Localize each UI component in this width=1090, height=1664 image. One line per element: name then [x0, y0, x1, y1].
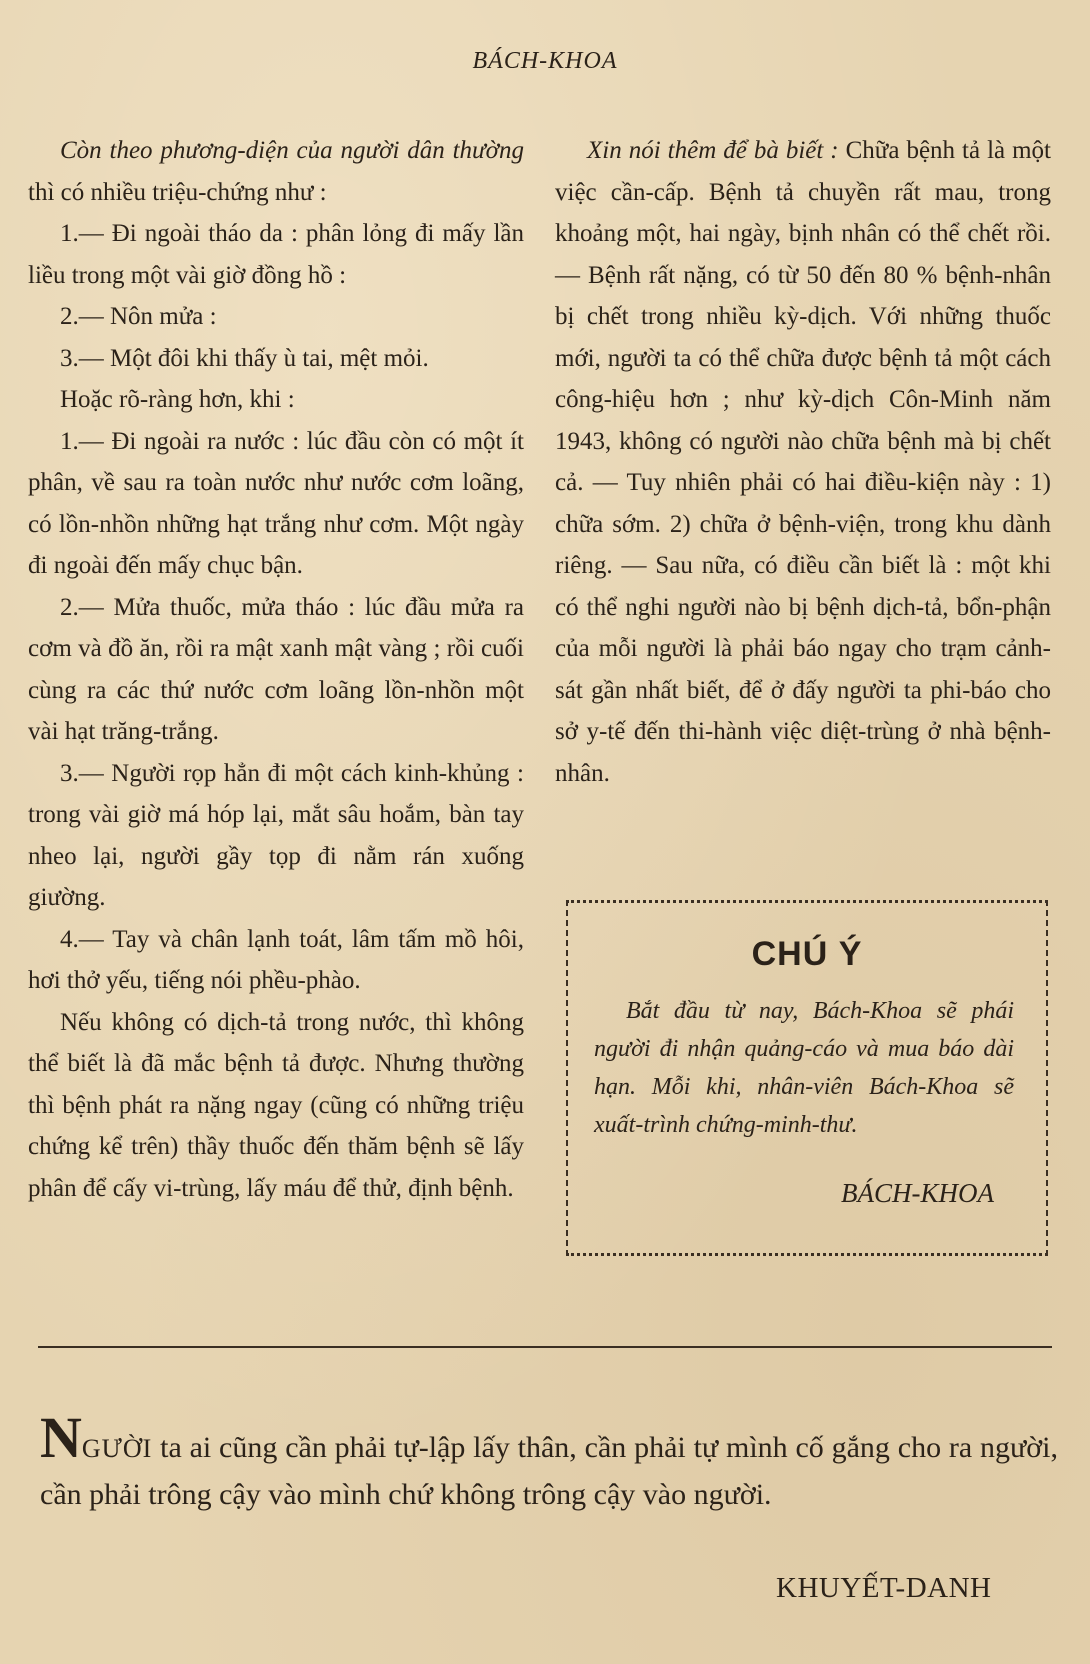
notice-box — [566, 900, 1048, 1256]
notice-body: Bắt đầu từ nay, Bách-Khoa sẽ phái người đi nhận quảng-cáo và mua báo dài hạn. Mỗi khi, nhân-viên Bách-Khoa sẽ xuất-trình chứng-minh-thư. — [594, 998, 1014, 1138]
symptom-item: 2.— Nôn mửa : — [60, 303, 217, 330]
symptom-item: 3.— Một đôi khi thấy ù tai, mệt mỏi. — [60, 344, 429, 372]
diagnosis-paragraph: Nếu không có dịch-tả trong nước, thì không thể biết là đã mắc bệnh tả được. Nhưng thường thì bệnh phát ra nặng ngay (cũng có những triệu chứng kể trên) thầy thuốc đến thăm bệnh sẽ lấy phân để cấy vi-trùng, lấy máu để thử, định bệnh. — [28, 1008, 524, 1202]
symptom-subheading: Hoặc rõ-ràng hơn, khi : — [60, 386, 295, 413]
left-intro-italic: Còn theo phương-diện của người dân thường — [60, 137, 524, 164]
symptom-item: 3.— Người rọp hẳn đi một cách kinh-khủng : trong vài giờ má hóp lại, mắt sâu hoắm, bàn tay nheo lại, người gầy tọp đi nằm rán xuống giường. — [28, 759, 524, 911]
quote-author: KHUYẾT-DANH — [776, 1572, 992, 1604]
left-column — [28, 130, 524, 1209]
running-head: BÁCH-KHOA — [472, 48, 618, 74]
right-intro-italic: Xin nói thêm để bà biết : — [587, 137, 839, 164]
right-paragraph — [555, 130, 1051, 794]
quote-paragraph — [40, 1405, 1058, 1518]
right-column — [555, 130, 1051, 794]
symptom-item: 2.— Mửa thuốc, mửa tháo : lúc đầu mửa ra cơm và đồ ăn, rồi ra mật xanh mật vàng ; rồi cuối cùng ra các thứ nước cơm loãng lồn-nhồn một vài hạt trăng-trắng. — [28, 593, 524, 745]
horizontal-divider — [38, 1346, 1052, 1348]
symptom-item: 1.— Đi ngoài ra nước : lúc đầu còn có một ít phân, về sau ra toàn nước như nước cơm loãng, có lồn-nhồn những hạt trắng như cơm. Một ngày đi ngoài đến mấy chục bận. — [28, 427, 524, 579]
quote-text: ta ai cũng cần phải tự-lập lấy thân, cần phải tự mình cố gắng cho ra người, cần phải trông cậy vào mình chứ không trông cậy vào người. — [40, 1431, 1058, 1511]
symptom-item: 1.— Đi ngoài tháo da : phân lỏng đi mấy lần liều trong một vài giờ đồng hồ : — [28, 220, 524, 289]
right-body: Chữa bệnh tả là một việc cần-cấp. Bệnh tả chuyền rất mau, trong khoảng một, hai ngày, bịnh nhân có thể chết rồi. — Bệnh rất nặng, có từ 50 đến 80 % bệnh-nhân bị chết trong nhiều kỳ-dịch. Với những thuốc mới, người ta có thể chữa được bệnh tả một cách công-hiệu hơn ; như kỳ-dịch Côn-Minh năm 1943, không có người nào chữa bệnh mà bị chết cả. — Tuy nhiên phải có hai điều-kiện này : 1) chữa sớm. 2) chữa ở bệnh-viện, trong khu dành riêng. — Sau nữa, có điều cần biết là : một khi có thể nghi người nào bị bệnh dịch-tả, bổn-phận của mỗi người là phải báo ngay cho trạm cảnh-sát gần nhất biết, để ở đấy người ta phi-báo cho sở y-tế đến thi-hành việc diệt-trùng ở nhà bệnh-nhân. — [555, 137, 1051, 787]
quote-smallcaps: GƯỜI — [81, 1434, 153, 1463]
left-intro-rest: thì có nhiều triệu-chứng như : — [28, 178, 327, 206]
notice-title: CHÚ Ý — [751, 935, 863, 973]
notice-signature: BÁCH-KHOA — [841, 1178, 994, 1208]
quote-dropcap: N — [40, 1405, 82, 1470]
left-intro-paragraph — [28, 130, 524, 213]
symptom-item: 4.— Tay và chân lạnh toát, lâm tấm mồ hôi, hơi thở yếu, tiếng nói phều-phào. — [28, 925, 524, 994]
